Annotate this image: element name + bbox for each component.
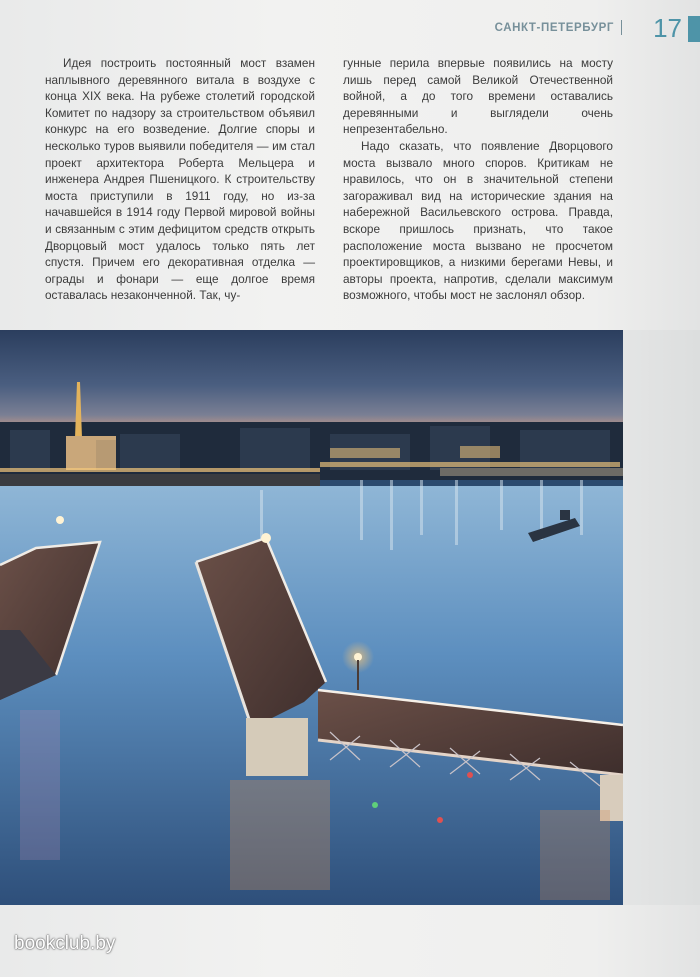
lamp bbox=[56, 516, 64, 524]
embankment bbox=[0, 474, 320, 488]
far-bridge bbox=[440, 468, 623, 476]
text-column-right bbox=[343, 55, 613, 304]
paragraph: Идея построить постоянный мост взамен наплывного деревянного витала в воздухе с конца XIX века. На рубеже столетий городской Комитет по надзору за строительством объявил конкурс на его возведение. Долгие споры и несколько туров выявили победителя — им стал проект архитектора Роберта Мельцера и инженера Андрея Пшеницкого. К строительству моста приступили в 1911 году, но из-за начавшейся в 1914 году Первой мировой войны и связанным с этим дефицитом средств открыть Дворцовый мост удалось только пять лет спустя. Причем его декоративная отделка — ограды и фонари — еще долгое время оставалась незаконченной. Так, чу- bbox=[45, 56, 315, 303]
page-margin bbox=[623, 330, 700, 905]
lamp bbox=[354, 653, 362, 661]
sky bbox=[0, 330, 623, 430]
warm-reflection bbox=[230, 780, 330, 890]
nav-light bbox=[437, 817, 443, 823]
accent-tab bbox=[688, 16, 700, 42]
lamp bbox=[261, 533, 271, 543]
bridge-photo bbox=[0, 330, 623, 905]
page-header bbox=[440, 12, 700, 46]
bridge-pier bbox=[246, 718, 308, 776]
nav-light bbox=[372, 802, 378, 808]
paragraph: Надо сказать, что появление Дворцового моста вызвало много споров. Критикам не нравилось, что он в значительной степени загораживал вид на исторические здания на набережной Васильевского острова. Правда, вскоре пришлось признать, что такое расположение моста вызвано не просчетом проектировщиков, а низкими берегами Невы, и авторы проекта, напротив, сделали максимум возможного, чтобы мост не заслонял обзор. bbox=[343, 138, 613, 303]
page-number: 17 bbox=[653, 13, 682, 43]
nav-light bbox=[467, 772, 473, 778]
paragraph: гунные перила впервые появились на мосту лишь перед самой Великой Отечественной войной, а до того времени оставались деревянными и выглядели очень непрезентабельно. bbox=[343, 56, 613, 137]
header-separator bbox=[621, 20, 622, 35]
bridge-illustration bbox=[0, 330, 623, 905]
section-title: САНКТ-ПЕТЕРБУРГ bbox=[494, 22, 614, 34]
watermark: bookclub.by bbox=[14, 933, 116, 954]
text-column-left bbox=[45, 55, 315, 304]
